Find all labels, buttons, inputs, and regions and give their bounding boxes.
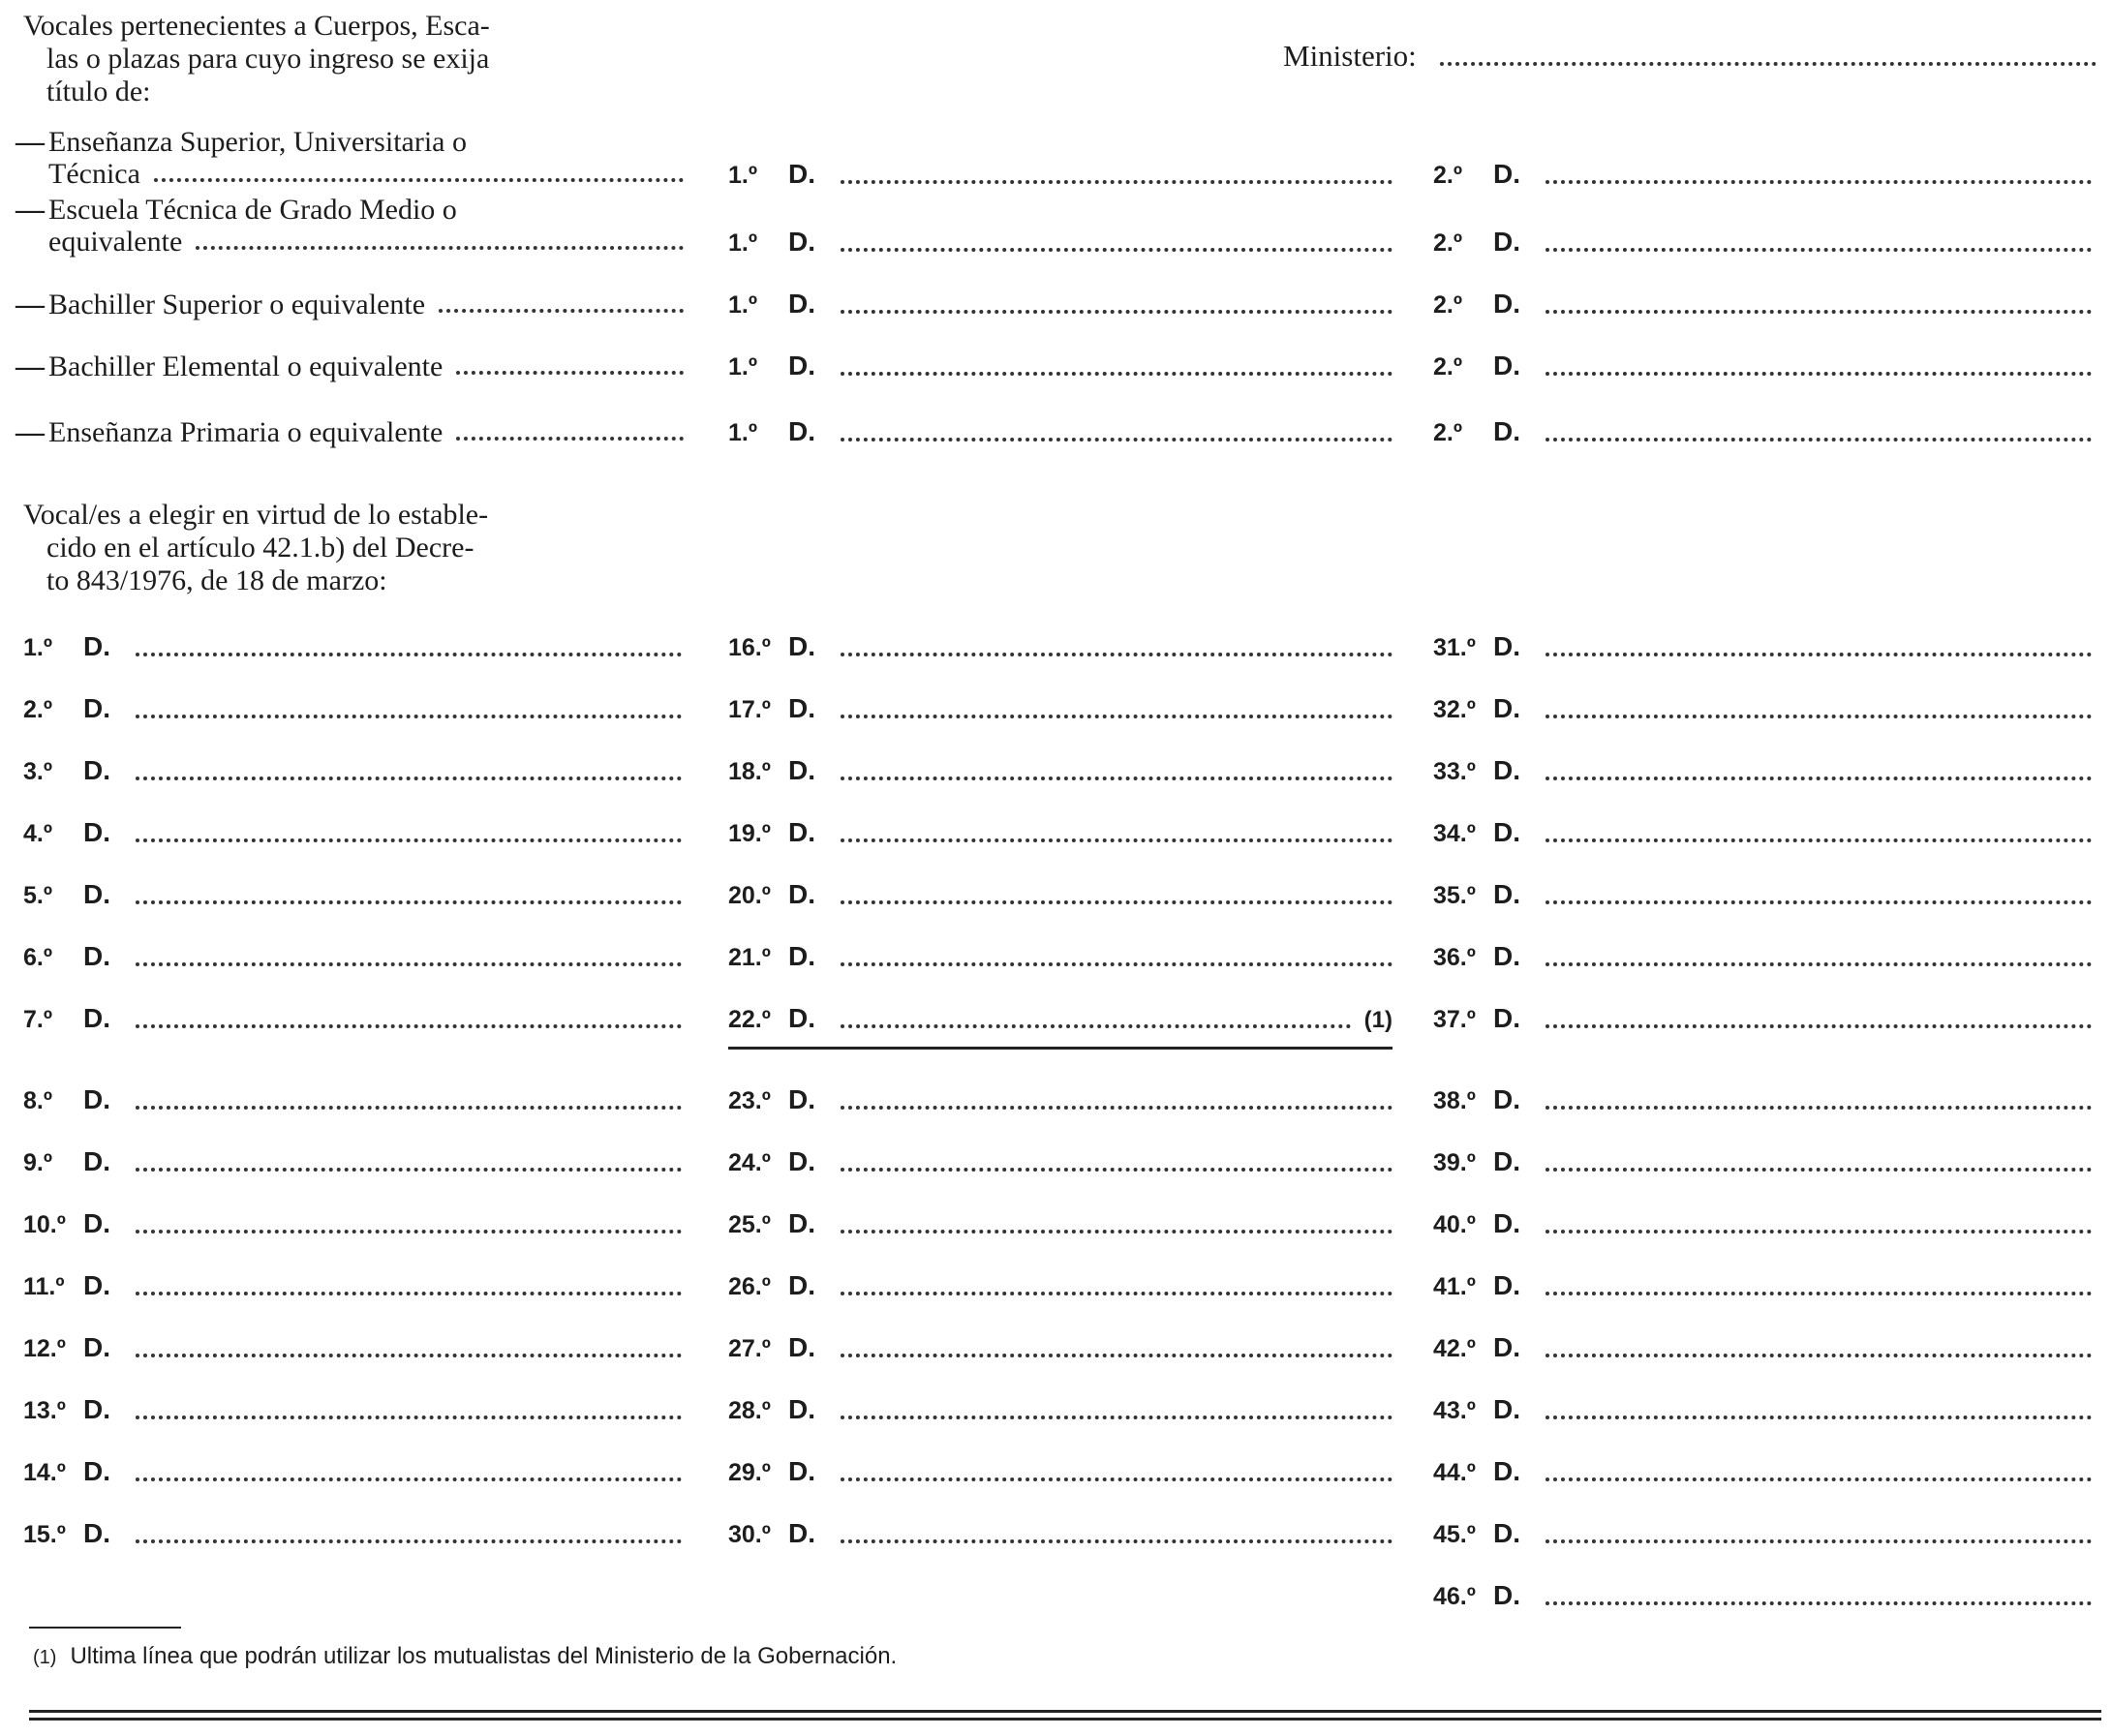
header-line: Vocales pertenecientes a Cuerpos, Esca- (23, 10, 490, 42)
vocal-slot[interactable] (1433, 1580, 2092, 1615)
slot-d: D. (788, 879, 815, 909)
slot-d: D. (83, 1146, 110, 1176)
slot-dotted-line[interactable] (841, 715, 1393, 718)
ministerio-field[interactable] (1283, 39, 2097, 74)
vocal-slot[interactable] (728, 1456, 1393, 1491)
slot-dotted-line[interactable] (1546, 1230, 2092, 1233)
slot-d: D. (1493, 227, 1520, 257)
header-line: título de: (46, 76, 151, 107)
footnote-text: Ultima línea que podrán utilizar los mutualistas del Ministerio de la Gobernación. (70, 1643, 898, 1669)
vocal-slot[interactable] (23, 1332, 682, 1367)
vocal-slot[interactable] (23, 1394, 682, 1429)
slot-dotted-line[interactable] (136, 1354, 682, 1357)
separator-rule-22 (728, 1047, 1393, 1050)
slot-number: 4.º (23, 820, 52, 847)
slot-number: 6.º (23, 944, 52, 971)
header-line: las o plazas para cuyo ingreso se exija (46, 43, 490, 75)
vocal-slot[interactable] (728, 879, 1393, 914)
slot-number: 1.º (728, 162, 757, 189)
cat-bachiller-elemental-first-slot[interactable] (728, 350, 1393, 385)
ministerio-label: Ministerio: (1283, 39, 1417, 73)
slot-dotted-line[interactable] (841, 438, 1393, 442)
vocal-slot[interactable] (23, 755, 682, 790)
slot-d: D. (788, 1270, 815, 1300)
cat-bachiller-elemental-second-slot[interactable] (1433, 350, 2092, 385)
category-primaria (15, 416, 684, 448)
slot-d: D. (1493, 1332, 1520, 1362)
slot-dotted-line[interactable] (841, 248, 1393, 252)
vocal-slot[interactable] (1433, 755, 2092, 790)
vocal-slot[interactable] (1433, 1332, 2092, 1367)
vocal-slot[interactable] (23, 1084, 682, 1119)
dash: — (15, 194, 45, 226)
slot-dotted-line[interactable] (841, 653, 1393, 656)
slot-dotted-line[interactable] (136, 1477, 682, 1481)
vocal-slot[interactable] (728, 941, 1393, 976)
vocal-slot[interactable] (1433, 1146, 2092, 1181)
slot-d: D. (788, 817, 815, 847)
category-label-cont: Técnica (48, 158, 140, 190)
dash: — (15, 416, 45, 448)
slot-dotted-line[interactable] (136, 1168, 682, 1172)
slot-d: D. (788, 416, 815, 446)
slot-d: D. (83, 1270, 110, 1300)
slot-number: 1.º (23, 634, 52, 661)
slot-number: 15.º (23, 1521, 66, 1548)
slot-number: 2.º (23, 696, 52, 723)
slot-number: 45.º (1433, 1521, 1476, 1548)
slot-dotted-line[interactable] (1546, 777, 2092, 780)
slot-d: D. (83, 1003, 110, 1033)
section2-heading (23, 499, 682, 597)
slot-dotted-line[interactable] (841, 1106, 1393, 1110)
vocal-slot[interactable] (1433, 879, 2092, 914)
slot-dotted-line[interactable] (136, 1230, 682, 1233)
vocal-slot[interactable] (23, 817, 682, 852)
slot-d: D. (1493, 879, 1520, 909)
slot-d: D. (1493, 1456, 1520, 1486)
slot-d: D. (788, 227, 815, 257)
footnote-rule (29, 1627, 181, 1629)
vocal-slot[interactable] (1433, 817, 2092, 852)
slot-dotted-line[interactable] (841, 310, 1393, 314)
slot-dotted-line[interactable] (841, 777, 1393, 780)
vocal-slot[interactable] (23, 1146, 682, 1181)
vocal-slot[interactable] (728, 1332, 1393, 1367)
slot-dotted-line[interactable] (841, 180, 1393, 184)
slot-d: D. (83, 1456, 110, 1486)
slot-number: 2.º (1433, 291, 1462, 319)
slot-dotted-line[interactable] (1546, 653, 2092, 656)
vocal-slot[interactable] (728, 1270, 1393, 1305)
slot-d: D. (788, 159, 815, 189)
vocal-slot[interactable] (23, 1456, 682, 1491)
vocal-slot[interactable] (728, 817, 1393, 852)
vocal-slot[interactable] (1433, 693, 2092, 728)
slot-number: 38.º (1433, 1087, 1476, 1114)
slot-number: 37.º (1433, 1006, 1476, 1033)
slot-d: D. (1493, 289, 1520, 319)
slot-d: D. (1493, 1003, 1520, 1033)
slot-dotted-line[interactable] (136, 1539, 682, 1543)
vocal-slot[interactable] (1433, 1003, 2092, 1038)
vocal-slot[interactable] (1433, 1518, 2092, 1553)
vocal-slot[interactable] (728, 631, 1393, 666)
category-leader (439, 309, 684, 313)
slot-number: 2.º (1433, 229, 1462, 257)
slot-d: D. (1493, 1208, 1520, 1238)
note-mark: (1) (1363, 1007, 1393, 1033)
header-text (23, 10, 682, 108)
slot-d: D. (83, 1208, 110, 1238)
slot-dotted-line[interactable] (1546, 715, 2092, 718)
slot-dotted-line[interactable] (841, 1230, 1393, 1233)
cat-grado-medio-second-slot[interactable] (1433, 227, 2092, 261)
category-label: Bachiller Elemental o equivalente (48, 350, 444, 382)
dash: — (15, 126, 45, 158)
slot-d: D. (83, 693, 110, 723)
slot-number: 12.º (23, 1335, 66, 1362)
slot-d: D. (788, 1208, 815, 1238)
slot-dotted-line[interactable] (1546, 180, 2092, 184)
slot-number: 46.º (1433, 1583, 1476, 1610)
slot-dotted-line[interactable] (1546, 1477, 2092, 1481)
slot-d: D. (83, 1394, 110, 1424)
slot-number: 33.º (1433, 758, 1476, 785)
category-label: Escuela Técnica de Grado Medio o (48, 194, 457, 226)
slot-number: 42.º (1433, 1335, 1476, 1362)
vocal-slot[interactable] (728, 1084, 1393, 1119)
slot-d: D. (788, 1394, 815, 1424)
slot-dotted-line[interactable] (841, 1024, 1351, 1028)
slot-dotted-line[interactable] (136, 838, 682, 842)
slot-number: 5.º (23, 882, 52, 909)
slot-d: D. (83, 1084, 110, 1114)
vocal-slot[interactable] (1433, 631, 2092, 666)
slot-dotted-line[interactable] (841, 1292, 1393, 1295)
slot-d: D. (1493, 1146, 1520, 1176)
slot-number: 13.º (23, 1397, 66, 1424)
slot-dotted-line[interactable] (1546, 1354, 2092, 1357)
slot-number: 1.º (728, 229, 757, 257)
vocal-slot[interactable] (1433, 1084, 2092, 1119)
vocal-slot[interactable] (23, 631, 682, 666)
vocal-slot[interactable] (1433, 1456, 2092, 1491)
slot-number: 25.º (728, 1211, 771, 1238)
slot-number: 36.º (1433, 944, 1476, 971)
slot-dotted-line[interactable] (136, 653, 682, 656)
slot-dotted-line[interactable] (136, 1106, 682, 1110)
slot-number: 2.º (1433, 162, 1462, 189)
slot-dotted-line[interactable] (841, 1477, 1393, 1481)
slot-number: 9.º (23, 1149, 52, 1176)
slot-d: D. (788, 941, 815, 971)
slot-d: D. (1493, 416, 1520, 446)
vocal-slot[interactable] (23, 1270, 682, 1305)
slot-dotted-line[interactable] (1546, 1292, 2092, 1295)
slot-dotted-line[interactable] (841, 372, 1393, 376)
category-superior (15, 126, 684, 190)
slot-d: D. (1493, 631, 1520, 661)
slot-number: 3.º (23, 758, 52, 785)
slot-number: 41.º (1433, 1273, 1476, 1300)
category-label: Bachiller Superior o equivalente (48, 289, 426, 320)
vocal-slot[interactable] (1433, 1208, 2092, 1243)
slot-d: D. (788, 1332, 815, 1362)
category-label-cont: equivalente (48, 226, 183, 258)
slot-d: D. (788, 631, 815, 661)
slot-dotted-line[interactable] (841, 1168, 1393, 1172)
slot-d: D. (788, 1518, 815, 1548)
slot-number: 17.º (728, 696, 771, 723)
slot-number: 39.º (1433, 1149, 1476, 1176)
slot-number: 43.º (1433, 1397, 1476, 1424)
slot-d: D. (83, 631, 110, 661)
slot-number: 22.º (728, 1006, 771, 1033)
cat-superior-first-slot[interactable] (728, 159, 1393, 194)
slot-dotted-line[interactable] (841, 838, 1393, 842)
slot-d: D. (788, 350, 815, 381)
vocal-slot[interactable] (728, 1208, 1393, 1243)
category-grado-medio (15, 194, 684, 258)
section2-line: cido en el artículo 42.1.b) del Decre- (46, 532, 474, 563)
slot-dotted-line[interactable] (1546, 1024, 2092, 1028)
slot-d: D. (1493, 941, 1520, 971)
vocal-slot[interactable] (23, 941, 682, 976)
slot-dotted-line[interactable] (136, 1416, 682, 1419)
slot-d: D. (1493, 1580, 1520, 1610)
slot-number: 26.º (728, 1273, 771, 1300)
slot-dotted-line[interactable] (1546, 438, 2092, 442)
vocal-slot[interactable] (23, 1518, 682, 1553)
slot-d: D. (788, 1084, 815, 1114)
slot-dotted-line[interactable] (1546, 1106, 2092, 1110)
slot-d: D. (1493, 1518, 1520, 1548)
slot-dotted-line[interactable] (136, 715, 682, 718)
slot-number: 32.º (1433, 696, 1476, 723)
slot-dotted-line[interactable] (136, 900, 682, 904)
vocal-slot[interactable] (728, 1518, 1393, 1553)
slot-number: 2.º (1433, 353, 1462, 381)
cat-bachiller-superior-second-slot[interactable] (1433, 289, 2092, 323)
ministerio-dotted-line[interactable] (1440, 62, 2097, 66)
slot-dotted-line[interactable] (1546, 838, 2092, 842)
slot-dotted-line[interactable] (1546, 962, 2092, 966)
slot-d: D. (83, 879, 110, 909)
bottom-double-rule (29, 1710, 2101, 1721)
slot-d: D. (1493, 1394, 1520, 1424)
footnote-mark: (1) (33, 1647, 57, 1668)
slot-d: D. (788, 1003, 815, 1033)
vocal-slot[interactable] (23, 693, 682, 728)
slot-number: 19.º (728, 820, 771, 847)
slot-d: D. (1493, 755, 1520, 785)
vocal-slot[interactable] (1433, 941, 2092, 976)
vocal-slot[interactable] (23, 1208, 682, 1243)
slot-number: 10.º (23, 1211, 66, 1238)
slot-number: 24.º (728, 1149, 771, 1176)
slot-d: D. (788, 755, 815, 785)
vocal-slot[interactable] (728, 1146, 1393, 1181)
slot-number: 30.º (728, 1521, 771, 1548)
slot-number: 16.º (728, 634, 771, 661)
footnote (33, 1643, 897, 1670)
slot-d: D. (83, 817, 110, 847)
slot-number: 35.º (1433, 882, 1476, 909)
slot-d: D. (1493, 1084, 1520, 1114)
slot-number: 31.º (1433, 634, 1476, 661)
category-bachiller-elemental (15, 350, 684, 382)
vocal-slot[interactable] (728, 755, 1393, 790)
vocal-slot[interactable] (728, 693, 1393, 728)
slot-number: 28.º (728, 1397, 771, 1424)
vocal-slot[interactable] (23, 879, 682, 914)
slot-number: 18.º (728, 758, 771, 785)
slot-dotted-line[interactable] (136, 962, 682, 966)
slot-d: D. (1493, 693, 1520, 723)
slot-dotted-line[interactable] (1546, 248, 2092, 252)
vocal-slot[interactable] (728, 1394, 1393, 1429)
slot-number: 44.º (1433, 1459, 1476, 1486)
slot-dotted-line[interactable] (136, 777, 682, 780)
slot-d: D. (788, 289, 815, 319)
slot-number: 2.º (1433, 419, 1462, 446)
slot-number: 1.º (728, 353, 757, 381)
category-bachiller-superior (15, 289, 684, 320)
cat-bachiller-superior-first-slot[interactable] (728, 289, 1393, 323)
slot-dotted-line[interactable] (841, 1539, 1393, 1543)
cat-grado-medio-first-slot[interactable] (728, 227, 1393, 261)
slot-d: D. (83, 941, 110, 971)
slot-number: 40.º (1433, 1211, 1476, 1238)
cat-primaria-first-slot[interactable] (728, 416, 1393, 451)
slot-dotted-line[interactable] (1546, 900, 2092, 904)
slot-number: 29.º (728, 1459, 771, 1486)
slot-d: D. (788, 1146, 815, 1176)
slot-number: 23.º (728, 1087, 771, 1114)
slot-d: D. (83, 1332, 110, 1362)
slot-number: 21.º (728, 944, 771, 971)
slot-number: 27.º (728, 1335, 771, 1362)
dash: — (15, 289, 45, 320)
slot-dotted-line[interactable] (1546, 310, 2092, 314)
vocal-slot[interactable] (1433, 1270, 2092, 1305)
slot-dotted-line[interactable] (841, 900, 1393, 904)
cat-primaria-second-slot[interactable] (1433, 416, 2092, 451)
category-leader (456, 437, 684, 441)
category-label: Enseñanza Primaria o equivalente (48, 416, 444, 448)
slot-number: 14.º (23, 1459, 66, 1486)
slot-d: D. (788, 1456, 815, 1486)
slot-dotted-line[interactable] (1546, 1416, 2092, 1419)
section2-line: to 843/1976, de 18 de marzo: (46, 564, 387, 596)
slot-number: 11.º (23, 1273, 65, 1300)
slot-dotted-line[interactable] (841, 1354, 1393, 1357)
slot-number: 34.º (1433, 820, 1476, 847)
slot-dotted-line[interactable] (1546, 1168, 2092, 1172)
category-label: Enseñanza Superior, Universitaria o (48, 126, 467, 158)
slot-d: D. (83, 1518, 110, 1548)
slot-dotted-line[interactable] (841, 1416, 1393, 1419)
slot-dotted-line[interactable] (1546, 372, 2092, 376)
slot-d: D. (83, 755, 110, 785)
slot-number: 20.º (728, 882, 771, 909)
vocal-slot[interactable] (23, 1003, 682, 1038)
slot-d: D. (1493, 350, 1520, 381)
category-leader (196, 246, 684, 250)
slot-dotted-line[interactable] (1546, 1539, 2092, 1543)
slot-dotted-line[interactable] (136, 1292, 682, 1295)
slot-dotted-line[interactable] (841, 962, 1393, 966)
slot-number: 1.º (728, 291, 757, 319)
slot-d: D. (1493, 817, 1520, 847)
dash: — (15, 350, 45, 382)
category-leader (154, 178, 684, 182)
slot-number: 7.º (23, 1006, 52, 1033)
slot-dotted-line[interactable] (136, 1024, 682, 1028)
slot-d: D. (1493, 1270, 1520, 1300)
category-leader (456, 371, 684, 375)
vocal-slot[interactable] (1433, 1394, 2092, 1429)
cat-superior-second-slot[interactable] (1433, 159, 2092, 194)
section2-line: Vocal/es a elegir en virtud de lo estable- (23, 499, 489, 531)
slot-d: D. (1493, 159, 1520, 189)
vocal-slot[interactable] (728, 1003, 1393, 1038)
slot-number: 1.º (728, 419, 757, 446)
slot-number: 8.º (23, 1087, 52, 1114)
slot-d: D. (788, 693, 815, 723)
slot-dotted-line[interactable] (1546, 1601, 2092, 1605)
